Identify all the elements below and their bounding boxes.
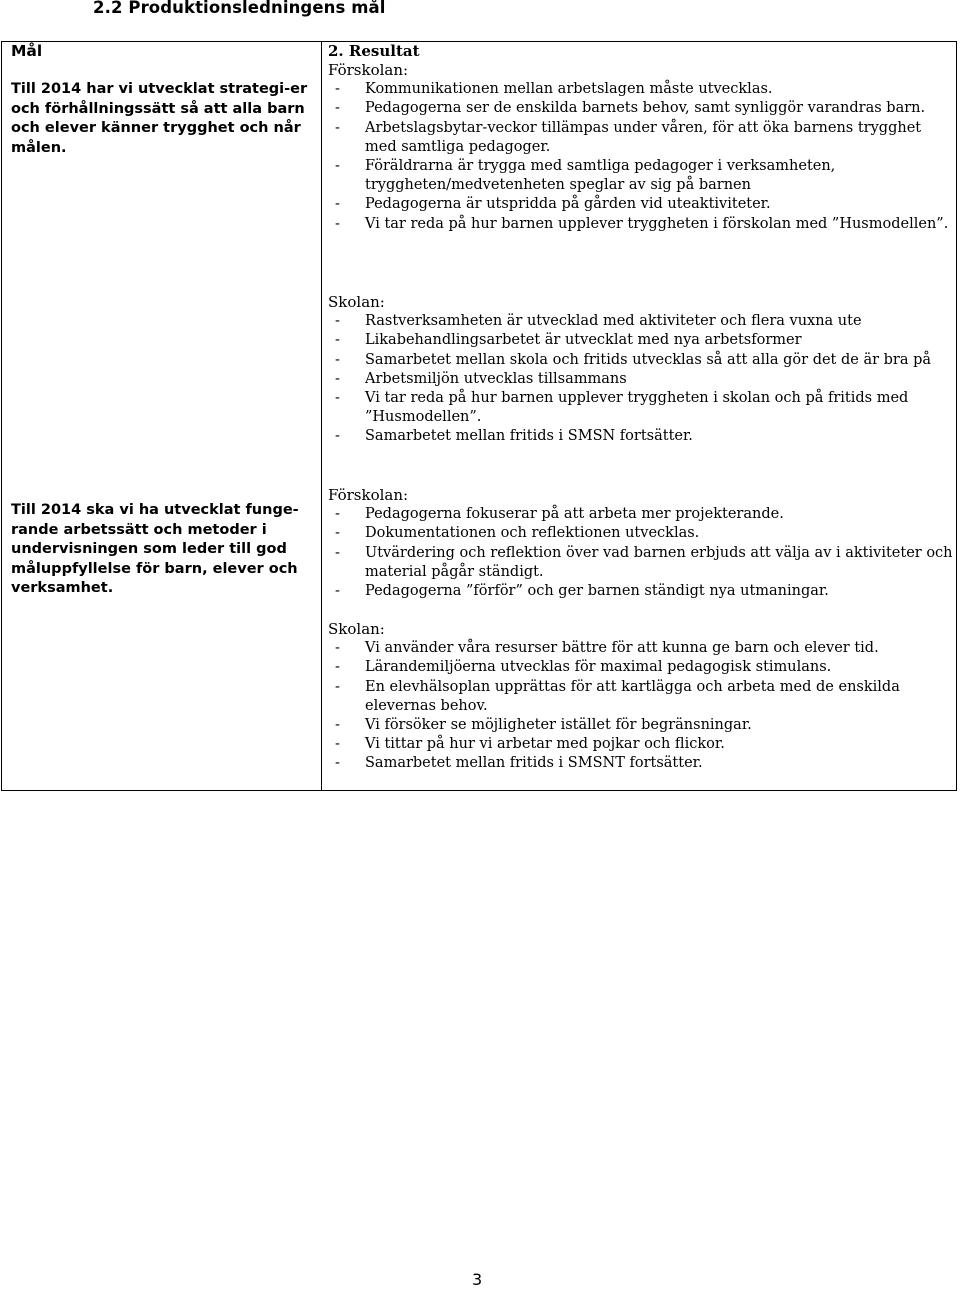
list-item: - Vi tar reda på hur barnen upplever tryggheten i skolan och på fritids med ”Husmodellen”.: [335, 390, 909, 426]
list-item: - Rastverksamheten är utvecklad med aktiviteter och flera vuxna ute: [335, 313, 862, 330]
column-header-resultat: 2. Resultat: [328, 42, 420, 60]
list-item: - Samarbetet mellan skola och fritids utvecklas så att alla gör det de är bra på: [335, 351, 932, 368]
list-item: - Pedagogerna fokuserar på att arbeta mer projekterande.: [335, 506, 784, 523]
list-item: - Samarbetet mellan fritids i SMSNT fortsätter.: [335, 755, 703, 772]
section-heading: 2.2 Produktionsledningens mål: [93, 0, 386, 17]
forskolan-heading: Förskolan:: [328, 61, 409, 79]
column-header-mal: Mål: [11, 42, 43, 60]
list-item: - Kommunikationen mellan arbetslagen måste utvecklas.: [335, 81, 773, 98]
goals-results-table: [1, 41, 957, 791]
list-item: - Arbetslagsbytar-veckor tillämpas under våren, för att öka barnens trygghet med samtliga pedagoger.: [335, 119, 922, 155]
list-item: - Pedagogerna är utspridda på gården vid uteaktiviteter.: [335, 196, 771, 213]
list-item: - Vi tar reda på hur barnen upplever tryggheten i förskolan med ”Husmodellen”.: [335, 215, 949, 232]
skolan-heading: Skolan:: [328, 620, 385, 638]
goal-1-text: Till 2014 har vi utvecklat strategi-er och förhållningssätt så att alla barn och elever känner trygghet och når målen.: [11, 81, 308, 156]
skolan-heading: Skolan:: [328, 293, 385, 311]
column-divider: [321, 42, 322, 790]
results-1-skolan: [328, 293, 953, 447]
list-item: - Utvärdering och reflektion över vad barnen erbjuds att välja av i aktiviteter och material pågår ständigt.: [335, 544, 953, 580]
list-item: - Vi tittar på hur vi arbetar med pojkar och flickor.: [335, 736, 725, 753]
list-item: - Dokumentationen och reflektionen utvecklas.: [335, 525, 700, 542]
forskolan-list: [328, 505, 953, 601]
list-item: - Samarbetet mellan fritids i SMSN fortsätter.: [335, 428, 693, 445]
list-item: - Pedagogerna ”förför” och ger barnen ständigt nya utmaningar.: [335, 583, 829, 600]
list-item: - En elevhälsoplan upprättas för att kartlägga och arbeta med de enskilda elevernas behov.: [335, 678, 900, 714]
list-item: - Vi försöker se möjligheter istället för begränsningar.: [335, 717, 752, 734]
results-2-skolan: [328, 620, 953, 774]
list-item: - Lärandemiljöerna utvecklas för maximal pedagogisk stimulans.: [335, 659, 832, 676]
list-item: - Likabehandlingsarbetet är utvecklat med nya arbetsformer: [335, 332, 802, 349]
list-item: - Pedagogerna ser de enskilda barnets behov, samt synliggör varandras barn.: [335, 100, 926, 117]
results-2-forskolan: [328, 486, 953, 601]
forskolan-list: [328, 80, 953, 234]
skolan-list: [328, 312, 953, 446]
goal-2-text: Till 2014 ska vi ha utvecklat funge-rande arbetssätt och metoder i undervisningen som leder till god måluppfyllelse för barn, elever och verksamhet.: [11, 502, 299, 596]
results-1-forskolan: [328, 61, 953, 234]
list-item: - Arbetsmiljön utvecklas tillsammans: [335, 370, 627, 387]
list-item: - Vi använder våra resurser bättre för att kunna ge barn och elever tid.: [335, 640, 879, 657]
list-item: - Föräldrarna är trygga med samtliga pedagoger i verksamheten, tryggheten/medvetenheten speglar av sig på barnen: [335, 158, 836, 194]
skolan-list: [328, 639, 953, 773]
page-number: 3: [472, 1270, 483, 1289]
forskolan-heading: Förskolan:: [328, 486, 409, 504]
